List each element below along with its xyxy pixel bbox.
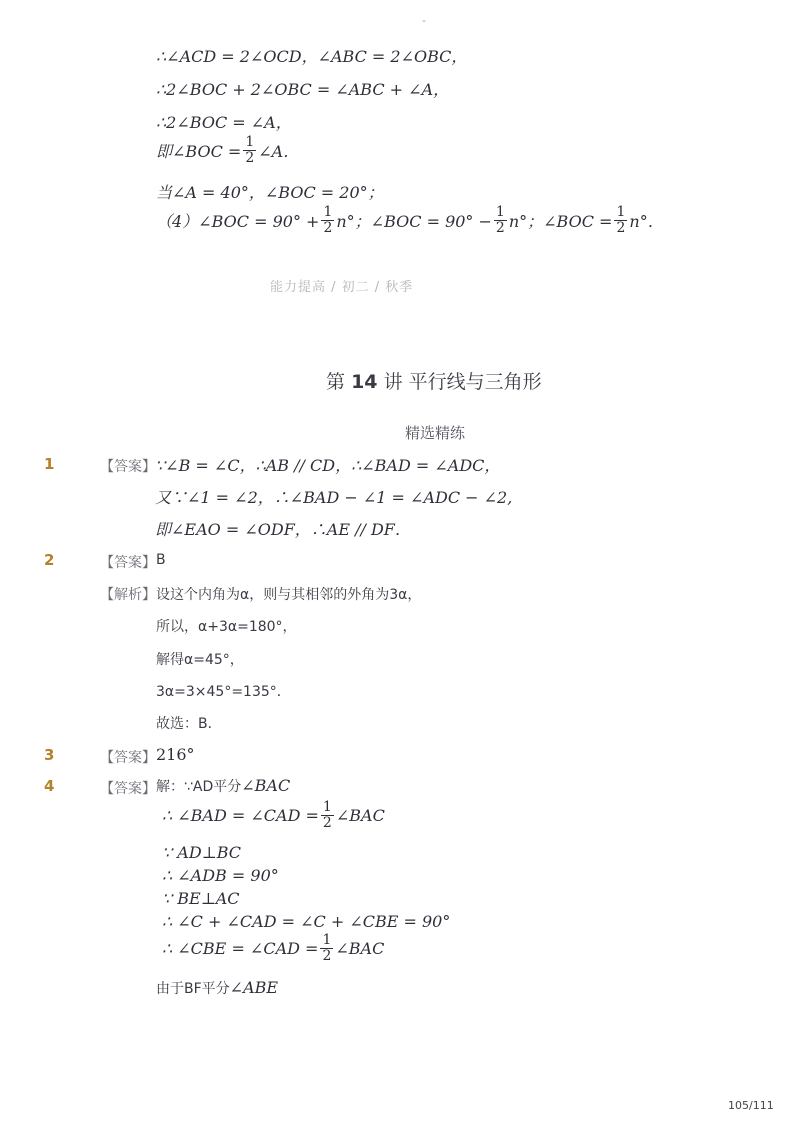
q4-line-7-b: ∠ABE xyxy=(229,978,279,997)
q4-line-4: ∵ BE⊥AC xyxy=(162,889,240,908)
prev-line-4-b: ∠A． xyxy=(258,142,300,162)
section-title xyxy=(326,367,542,394)
q2-analysis-1: 设这个内角为α，则与其相邻的外角为3α， xyxy=(156,587,422,603)
q4-line-0-a: 解：∵AD平分 xyxy=(156,779,242,795)
question-number-1: 1 xyxy=(44,455,55,473)
question-number-2: 2 xyxy=(44,551,55,569)
prev-line-6-b: n°；∠BOC = 90° − xyxy=(336,212,492,232)
q2-analysis-5: 故选：B． xyxy=(156,716,222,732)
q1-line-2: 又∵∠1 = ∠2，∴∠BAD − ∠1 = ∠ADC − ∠2, xyxy=(155,488,513,507)
q4-line-2: ∵ AD⊥BC xyxy=(162,843,241,862)
fraction-numerator: 1 xyxy=(322,799,332,815)
q2-analysis-2: 所以，α+3α=180°， xyxy=(156,619,297,635)
fraction-numerator: 1 xyxy=(245,134,255,150)
q1-line-3: 即∠EAO = ∠ODF，∴AE // DF． xyxy=(155,520,411,539)
q4-line-5: ∴ ∠C + ∠CAD = ∠C + ∠CBE = 90° xyxy=(162,912,451,931)
answer-label: 【答案】 xyxy=(100,750,156,766)
q1-line-1: ∵∠B = ∠C，∴AB // CD，∴∠BAD = ∠ADC， xyxy=(155,456,501,475)
answer-label: 【答案】 xyxy=(100,555,156,571)
question-number-4: 4 xyxy=(44,777,55,795)
q3-answer: 216° xyxy=(156,745,195,764)
q4-line-1-a: ∴ ∠BAD = ∠CAD = xyxy=(162,806,319,826)
page-footer: 能力提高 / 初二 / 秋季 xyxy=(270,280,414,295)
prev-line-6-a: （4）∠BOC = 90° + xyxy=(156,212,320,232)
q4-line-3: ∴ ∠ADB = 90° xyxy=(162,866,279,885)
analysis-label: 【解析】 xyxy=(100,587,156,603)
q4-line-6-b: ∠BAC xyxy=(335,939,385,959)
q4-line-1 xyxy=(162,800,385,832)
q4-line-6 xyxy=(162,933,384,965)
fraction-denominator: 2 xyxy=(616,220,626,237)
prev-line-4-a: 即∠BOC = xyxy=(156,142,242,162)
prev-line-6 xyxy=(156,205,664,237)
fraction-half xyxy=(243,135,256,167)
fraction-numerator: 1 xyxy=(616,204,626,220)
prev-line-1: ∴∠ACD = 2∠OCD，∠ABC = 2∠OBC， xyxy=(156,47,468,66)
prev-line-5: 当∠A = 40°，∠BOC = 20°； xyxy=(156,183,384,202)
fraction-numerator: 1 xyxy=(495,204,505,220)
question-number-3: 3 xyxy=(44,746,55,764)
prev-line-3: ∴2∠BOC = ∠A， xyxy=(156,113,292,132)
q4-line-7-a: 由于BF平分 xyxy=(156,981,230,997)
q2-analysis-4: 3α=3×45°=135°． xyxy=(156,684,291,700)
fraction-half xyxy=(494,205,507,237)
section-number: 14 xyxy=(351,371,378,393)
fraction-half xyxy=(321,205,334,237)
answer-label: 【答案】 xyxy=(100,781,156,797)
page-number: 105/111 xyxy=(728,1099,774,1112)
fraction-denominator: 2 xyxy=(322,815,332,832)
q4-line-0 xyxy=(156,776,290,796)
fraction-denominator: 2 xyxy=(245,150,255,167)
section-subtitle: 精选精练 xyxy=(405,424,466,442)
prev-line-6-c: n°；∠BOC = xyxy=(508,212,613,232)
q4-line-1-b: ∠BAC xyxy=(335,806,385,826)
fraction-half xyxy=(614,205,627,237)
top-mark: - xyxy=(422,14,426,27)
q4-line-7 xyxy=(156,978,278,998)
fraction-half xyxy=(321,800,334,832)
fraction-denominator: 2 xyxy=(322,948,332,965)
fraction-denominator: 2 xyxy=(495,220,505,237)
q4-line-6-a: ∴ ∠CBE = ∠CAD = xyxy=(162,939,319,959)
section-prefix: 第 xyxy=(326,371,346,393)
section-suffix: 讲 平行线与三角形 xyxy=(383,371,542,393)
answer-label: 【答案】 xyxy=(100,459,156,475)
q2-analysis-3: 解得α=45°， xyxy=(156,652,244,668)
fraction-denominator: 2 xyxy=(323,220,333,237)
prev-line-2: ∴2∠BOC + 2∠OBC = ∠ABC + ∠A， xyxy=(156,80,450,99)
fraction-numerator: 1 xyxy=(322,932,332,948)
q2-answer: B xyxy=(156,552,166,568)
fraction-numerator: 1 xyxy=(323,204,333,220)
q4-line-0-b: ∠BAC xyxy=(241,776,291,795)
prev-line-4 xyxy=(156,135,299,167)
prev-line-6-d: n°． xyxy=(629,212,664,232)
fraction-half xyxy=(320,933,333,965)
